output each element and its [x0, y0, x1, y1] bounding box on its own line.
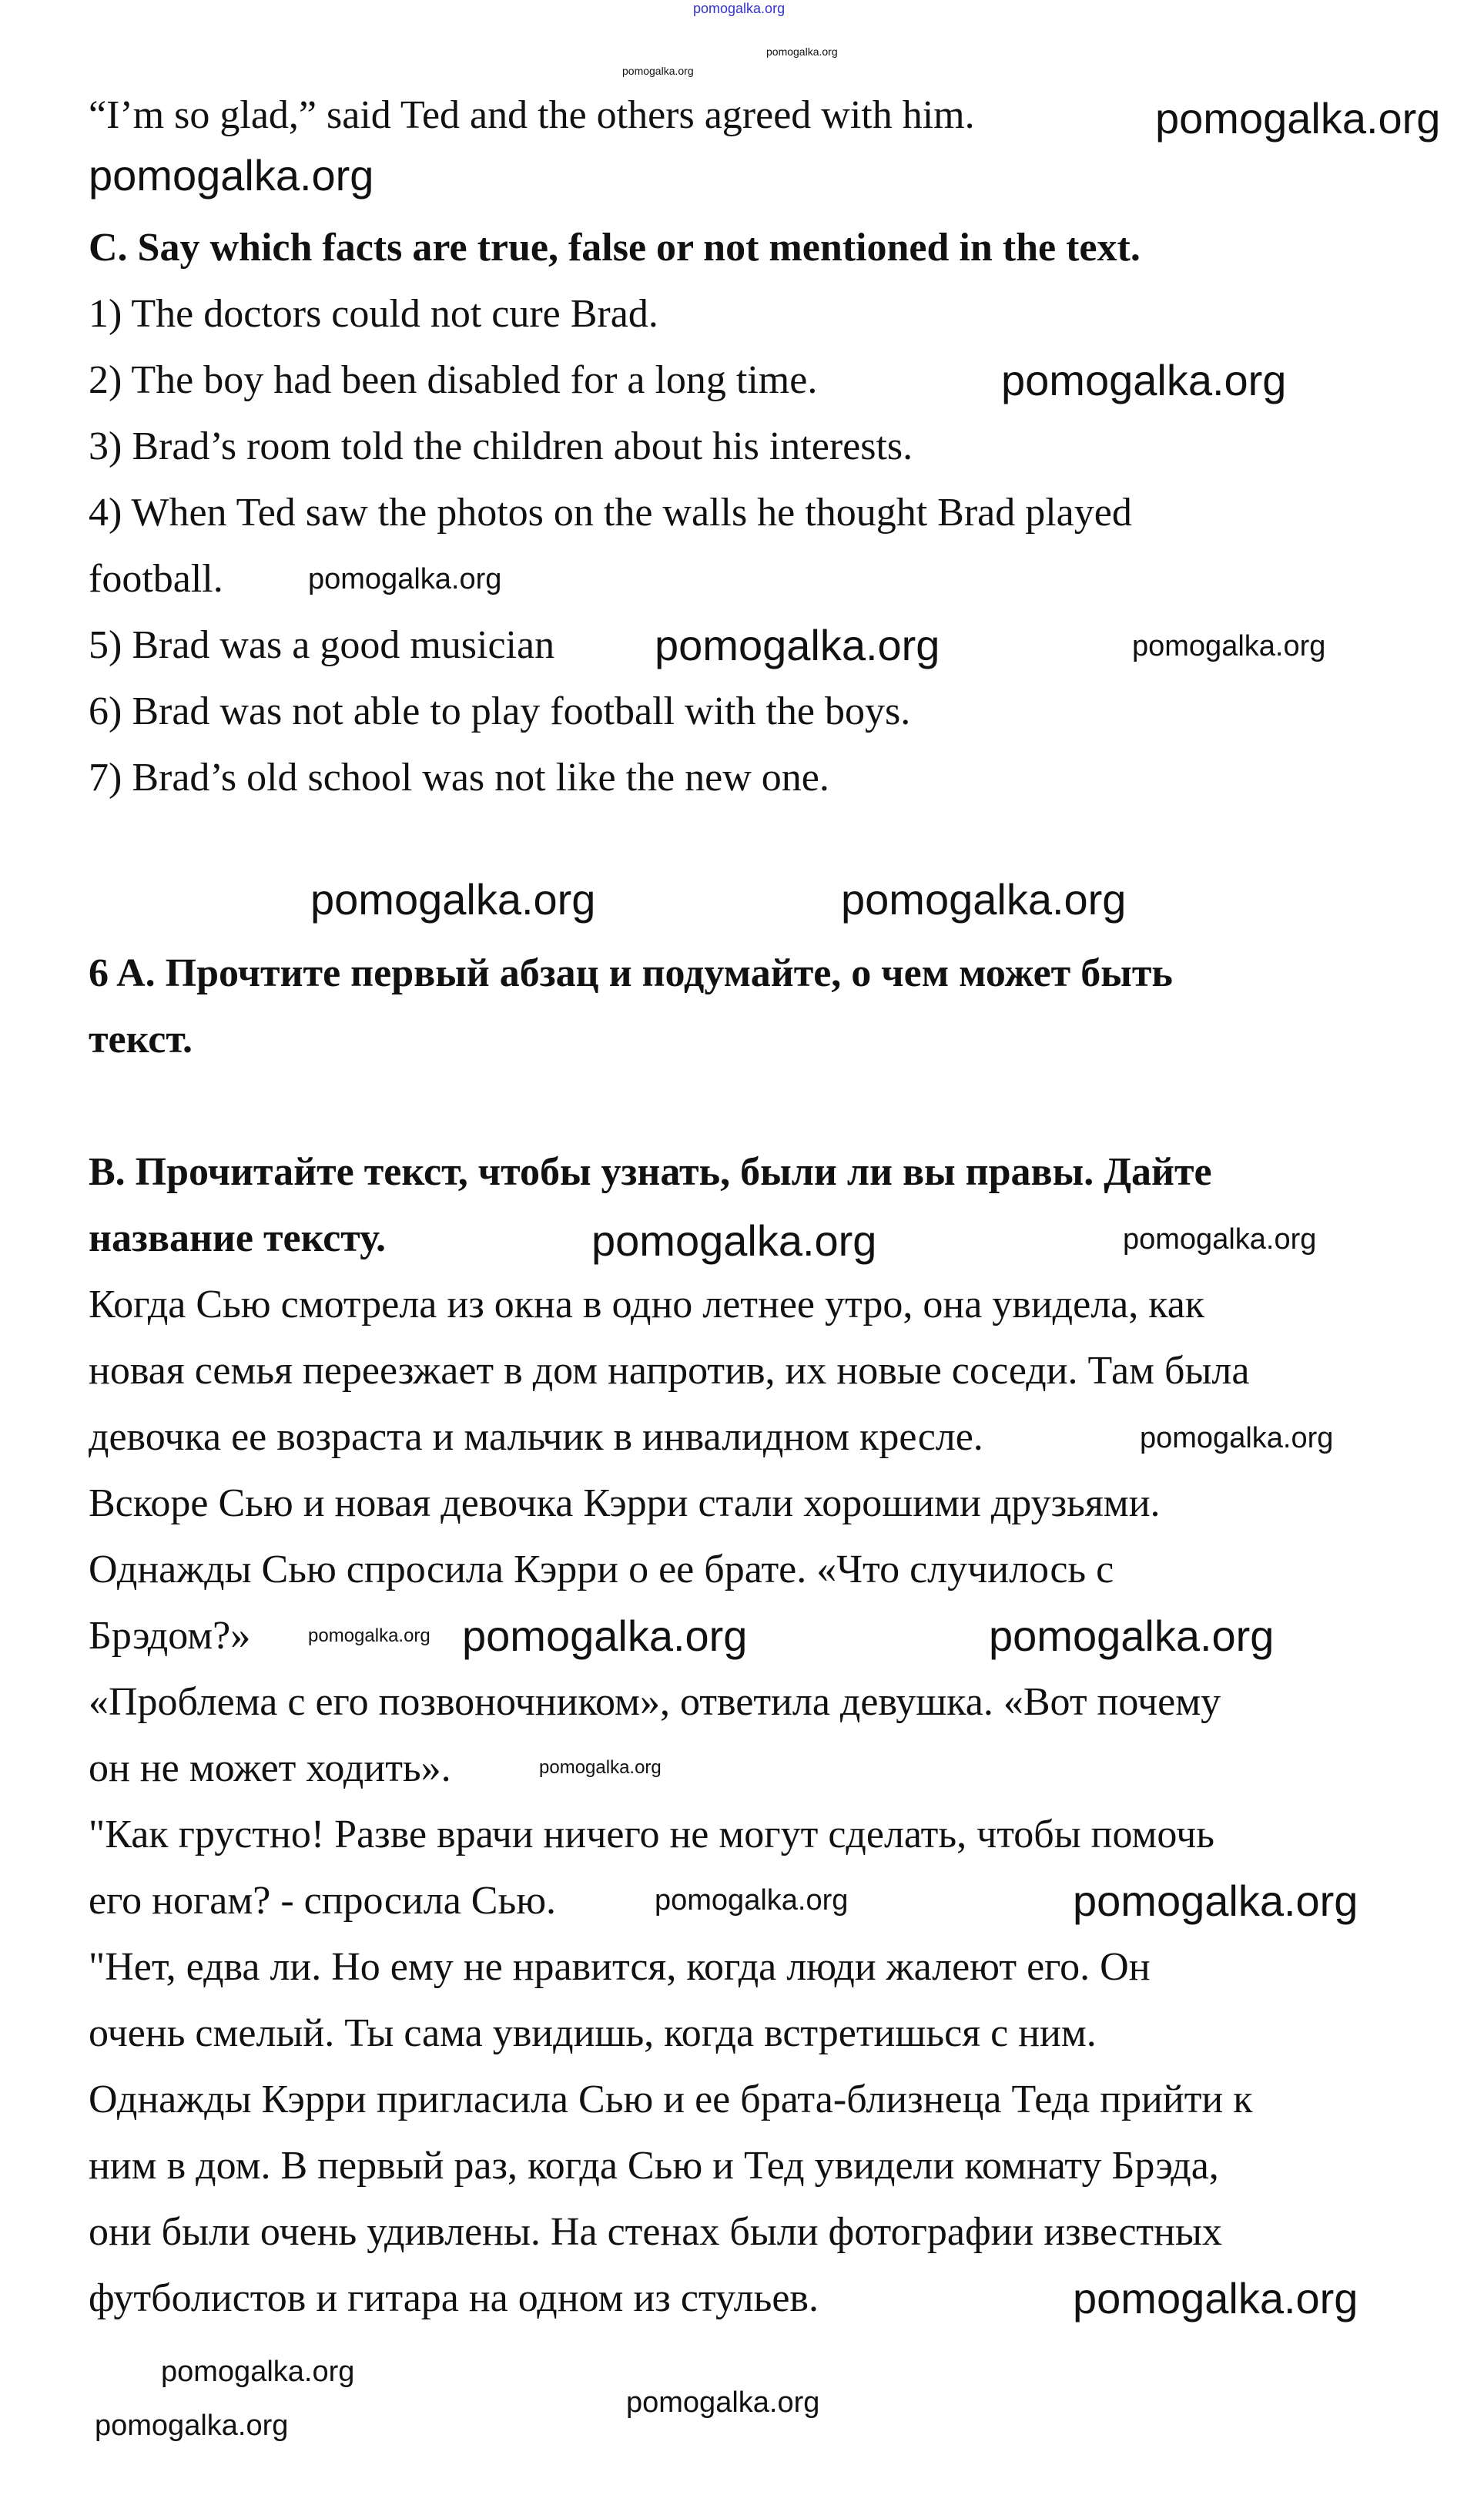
text-line: "Нет, едва ли. Но ему не нравится, когда люди жалеют его. Он	[89, 1945, 1151, 1989]
watermark: pomogalka.org	[161, 2356, 355, 2388]
text-line: Когда Сью смотрела из окна в одно летнее утро, она увидела, как	[89, 1283, 1205, 1326]
text-line: девочка ее возраста и мальчик в инвалидном кресле.	[89, 1415, 983, 1459]
task-6a-heading: текст.	[89, 1018, 193, 1061]
list-item: 5) Brad was a good musician	[89, 623, 555, 667]
watermark: pomogalka.org	[655, 621, 940, 669]
watermark: pomogalka.org	[622, 65, 694, 77]
watermark: pomogalka.org	[1132, 630, 1326, 662]
section-c-heading: C. Say which facts are true, false or not mentioned in the text.	[89, 226, 1141, 270]
task-6b-heading: B. Прочитайте текст, чтобы узнать, были ли вы правы. Дайте	[89, 1150, 1212, 1194]
watermark: pomogalka.org	[693, 1, 786, 16]
watermark: pomogalka.org	[1001, 356, 1287, 404]
watermark: pomogalka.org	[1123, 1223, 1317, 1256]
watermark: pomogalka.org	[1073, 1876, 1358, 1925]
text-line: Вскоре Сью и новая девочка Кэрри стали хорошими друзьями.	[89, 1481, 1161, 1525]
watermark: pomogalka.org	[766, 45, 838, 58]
watermark: pomogalka.org	[462, 1612, 748, 1660]
watermark: pomogalka.org	[308, 1625, 430, 1646]
list-item: 6) Brad was not able to play football with the boys.	[89, 689, 911, 733]
text-line: Однажды Кэрри пригласила Сью и ее брата-близнеца Теда прийти к	[89, 2078, 1253, 2121]
text-line: он не может ходить».	[89, 1746, 451, 1790]
list-item: 1) The doctors could not cure Brad.	[89, 292, 658, 336]
watermark: pomogalka.org	[591, 1216, 877, 1265]
watermark: pomogalka.org	[308, 563, 502, 595]
intro-line: “I’m so glad,” said Ted and the others agreed with him.	[89, 93, 975, 137]
task-6b-heading: название тексту.	[89, 1216, 386, 1260]
text-line: они были очень удивлены. На стенах были фотографии известных	[89, 2210, 1222, 2254]
text-line: «Проблема с его позвоночником», ответила девушка. «Вот почему	[89, 1680, 1221, 1724]
list-item: 2) The boy had been disabled for a long time.	[89, 358, 818, 402]
list-item: 4) When Ted saw the photos on the walls he thought Brad played	[89, 491, 1132, 535]
watermark: pomogalka.org	[989, 1612, 1275, 1660]
text-line: "Как грустно! Разве врачи ничего не могут сделать, чтобы помочь	[89, 1813, 1214, 1856]
watermark: pomogalka.org	[1073, 2274, 1358, 2323]
text-line: Брэдом?»	[89, 1614, 251, 1658]
list-item: football.	[89, 557, 223, 601]
task-6a-heading: 6 A. Прочтите первый абзац и подумайте, о чем может быть	[89, 951, 1173, 995]
text-line: футболистов и гитара на одном из стульев.	[89, 2276, 819, 2320]
watermark: pomogalka.org	[310, 875, 596, 924]
text-line: новая семья переезжает в дом напротив, их новые соседи. Там была	[89, 1349, 1250, 1393]
watermark: pomogalka.org	[1140, 1422, 1334, 1454]
list-item: 3) Brad’s room told the children about his interests.	[89, 424, 913, 468]
text-line: очень смелый. Ты сама увидишь, когда встретишься с ним.	[89, 2011, 1097, 2055]
list-item: 7) Brad’s old school was not like the new one.	[89, 756, 829, 800]
text-line: его ногам? - спросила Сью.	[89, 1879, 557, 1923]
watermark: pomogalka.org	[626, 2386, 820, 2419]
watermark: pomogalka.org	[539, 1757, 662, 1778]
watermark: pomogalka.org	[1155, 94, 1441, 143]
watermark: pomogalka.org	[841, 875, 1127, 924]
watermark: pomogalka.org	[95, 2410, 289, 2442]
watermark: pomogalka.org	[655, 1884, 849, 1917]
text-line: Однажды Сью спросила Кэрри о ее брате. «Что случилось с	[89, 1548, 1114, 1591]
watermark: pomogalka.org	[89, 151, 374, 200]
text-line: ним в дом. В первый раз, когда Сью и Тед увидели комнату Брэда,	[89, 2144, 1219, 2188]
